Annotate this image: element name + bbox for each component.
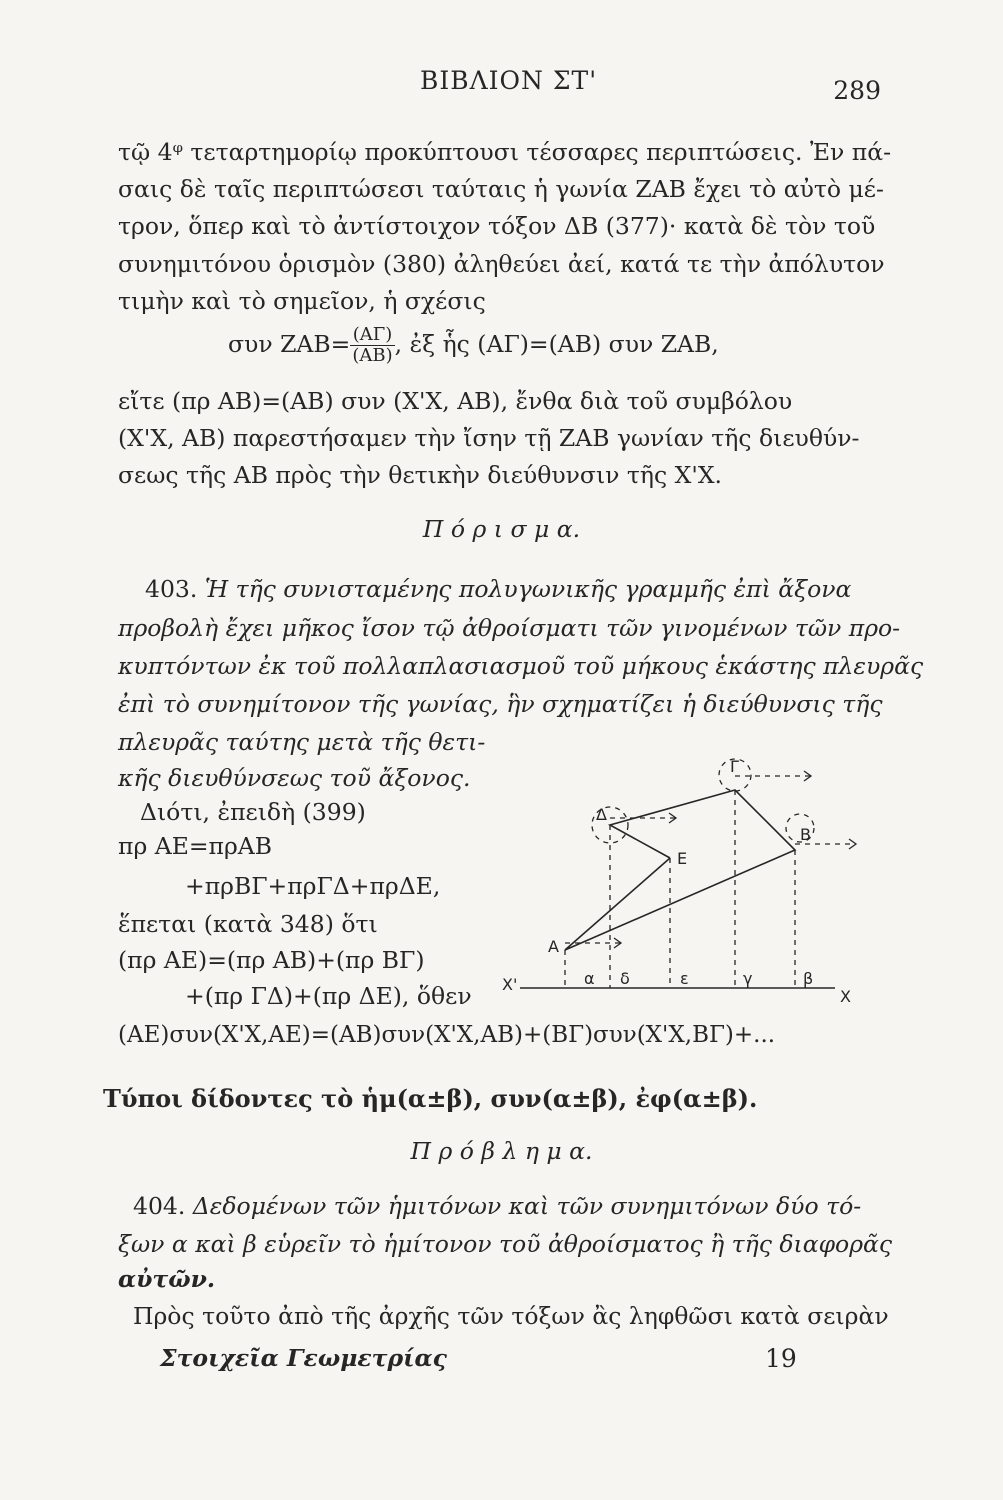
theorem-line: κῆς διευθύνσεως τοῦ ἄξονος. <box>118 764 471 792</box>
text-line: εἴτε (πρ ΑΒ)=(ΑΒ) συν (Χ'Χ, ΑΒ), ἔνθα διὰ τοῦ συμβόλου <box>118 387 793 415</box>
label-g: Γ <box>730 757 739 776</box>
page-number: 289 <box>833 76 881 105</box>
label-epsilon: ε <box>680 969 689 988</box>
text-line: (Χ'Χ, ΑΒ) παρεστήσαμεν τὴν ἴσην τῇ ΖΑΒ γωνίαν τῆς διευθύν- <box>118 424 860 452</box>
proof-line: Διότι, ἐπειδὴ (399) <box>140 798 366 826</box>
heading-problema: Π ρ ό β λ η μ α. <box>410 1137 593 1165</box>
label-e: E <box>677 849 688 868</box>
heading-porisma: Π ό ρ ι σ μ α. <box>422 515 581 543</box>
label-b: B <box>800 825 811 844</box>
fraction-numerator: (ΑΓ) <box>350 325 394 346</box>
text-line: σαις δὲ ταῖς περιπτώσεσι ταύταις ἡ γωνία ΖΑΒ ἔχει τὸ αὐτὸ μέ- <box>118 175 884 203</box>
label-beta: β <box>803 969 814 988</box>
text-line: τῷ 4ᵠ τεταρτημορίῳ προκύπτουσι τέσσαρες περιπτώσεις. Ἐν πά- <box>118 138 892 166</box>
problem-number: 404. <box>133 1192 186 1220</box>
proof-line: +πρΒΓ+πρΓΔ+πρΔΕ, <box>185 872 441 900</box>
label-alpha: α <box>584 969 595 988</box>
text-line: τρον, ὅπερ καὶ τὸ ἀντίστοιχον τόξον ΔΒ (377)· κατὰ δὲ τὸν τοῦ <box>118 212 876 240</box>
label-a: A <box>548 937 559 956</box>
formula-lhs: συν ΖΑΒ= <box>228 329 351 358</box>
footer-book-title: Στοιχεῖα Γεωμετρίας <box>160 1344 447 1372</box>
fraction-denominator: (ΑΒ) <box>352 344 393 366</box>
footer-signature: 19 <box>765 1344 797 1373</box>
label-gamma: γ <box>743 969 753 988</box>
theorem-number: 403. <box>145 575 198 603</box>
label-delta: δ <box>620 969 630 988</box>
problem-text: Δεδομένων τῶν ἡμιτόνων καὶ τῶν συνημιτόνων δύο τό- <box>192 1192 862 1220</box>
theorem-line: προβολὴ ἔχει μῆκος ἴσον τῷ ἀθροίσματι τῶν γινομένων τῶν προ- <box>118 614 901 642</box>
text-line: σεως τῆς ΑΒ πρὸς τὴν θετικὴν διεύθυνσιν τῆς Χ'Χ. <box>118 461 723 489</box>
theorem-line: ἐπὶ τὸ συνημίτονον τῆς γωνίας, ἣν σχηματίζει ἡ διεύθυνσις τῆς <box>118 690 883 718</box>
formula-rest: , ἐξ ἧς (ΑΓ)=(ΑΒ) συν ΖΑΒ, <box>394 329 719 358</box>
fraction <box>350 325 394 366</box>
resultant-ae <box>565 858 670 950</box>
proof-line: +(πρ ΓΔ)+(πρ ΔΕ), ὅθεν <box>185 982 472 1010</box>
label-d: Δ <box>596 805 607 824</box>
proof-line: (πρ ΑΕ)=(πρ ΑΒ)+(πρ ΒΓ) <box>118 946 425 974</box>
text-line: συνημιτόνου ὁρισμὸν (380) ἀληθεύει ἀεί, κατά τε τὴν ἀπόλυτον <box>118 250 885 278</box>
theorem-text: Ἡ τῆς συνισταμένης πολυγωνικῆς γραμμῆς ἐπὶ ἄξονα <box>204 575 852 603</box>
formula-projection-sum: (ΑΕ)συν(Χ'Χ,ΑΕ)=(ΑΒ)συν(Χ'Χ,ΑΒ)+(ΒΓ)συν(Χ'Χ,ΒΓ)+... <box>118 1022 776 1048</box>
arrow-head <box>849 839 856 849</box>
projection-diagram <box>500 740 860 1010</box>
theorem-line: πλευρᾶς ταύτης μετὰ τῆς θετι- <box>118 728 486 756</box>
theorem-403-line <box>145 575 851 603</box>
label-x: X <box>840 987 851 1006</box>
text-line: Πρὸς τοῦτο ἀπὸ τῆς ἀρχῆς τῶν τόξων ἂς ληφθῶσι κατὰ σειρὰν <box>133 1302 889 1330</box>
theorem-line: κυπτόντων ἐκ τοῦ πολλαπλασιασμοῦ τοῦ μήκους ἑκάστης πλευρᾶς <box>118 652 924 680</box>
section-heading: Τύποι δίδοντες τὸ ἡμ(α±β), συν(α±β), ἐφ(α±β). <box>103 1084 758 1113</box>
problem-404-line <box>133 1192 861 1220</box>
formula-cosine-zab <box>228 325 719 366</box>
problem-line: αὐτῶν. <box>118 1265 216 1293</box>
proof-line: ἕπεται (κατὰ 348) ὅτι <box>118 910 378 938</box>
text-line: τιμὴν καὶ τὸ σημεῖον, ἡ σχέσις <box>118 287 486 315</box>
running-header: ΒΙΒΛΙΟΝ ΣΤ' <box>420 66 598 95</box>
problem-line: ξων α καὶ β εὑρεῖν τὸ ἡμίτονον τοῦ ἀθροίσματος ἢ τῆς διαφορᾶς <box>118 1230 893 1258</box>
proof-line: πρ ΑΕ=πρΑΒ <box>118 832 273 860</box>
label-x-prime: X' <box>502 975 518 994</box>
